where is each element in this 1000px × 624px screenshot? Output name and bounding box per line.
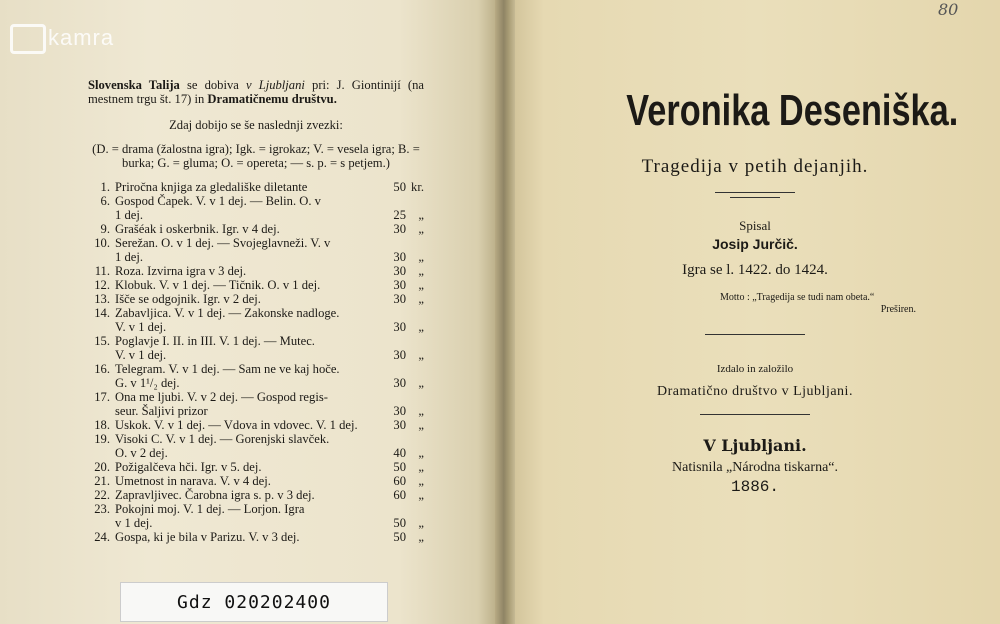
item-price: 30 — [393, 376, 406, 390]
item-title: Požigalčeva hči. Igr. v 5. dej. — [115, 460, 262, 474]
list-item — [88, 236, 424, 250]
ornament-rule — [730, 197, 780, 198]
item-price: 30 — [393, 418, 406, 432]
item-unit: „ — [418, 222, 424, 236]
list-item — [88, 194, 424, 208]
list-item — [88, 180, 424, 194]
item-unit: „ — [418, 208, 424, 222]
item-title: V. v 1 dej. — [115, 320, 167, 334]
list-item — [88, 530, 424, 544]
item-unit: „ — [418, 320, 424, 334]
list-item — [88, 390, 424, 404]
published-by: Izdalo in založilo — [716, 363, 794, 375]
intro-text-2: pri: J. Giontinijí (na mestnem trgu št. 17) in — [88, 78, 424, 106]
pencil-note: 80 — [938, 0, 959, 19]
book-title: Veronika Deseniška. — [626, 86, 959, 135]
item-number: 6. — [100, 194, 110, 208]
list-item — [88, 208, 424, 222]
list-item — [88, 404, 424, 418]
item-price: 30 — [393, 222, 406, 236]
item-title: Ona me ljubi. V. v 2 dej. — Gospod regis- — [115, 390, 328, 404]
item-unit: „ — [418, 460, 424, 474]
item-number: 10. — [94, 236, 110, 250]
list-item — [88, 334, 424, 348]
item-title: Išče se odgojnik. Igr. v 2 dej. — [115, 292, 261, 306]
item-title: Umetnost in narava. V. v 4 dej. — [115, 474, 271, 488]
play-time: Igra se l. 1422. do 1424. — [682, 262, 828, 278]
item-title: Zabavljica. V. v 1 dej. — Zakonske nadloge. — [115, 306, 340, 320]
item-number: 19. — [94, 432, 110, 446]
list-item — [88, 432, 424, 446]
item-price: 50 — [393, 516, 406, 530]
catalog-text — [88, 78, 424, 544]
item-unit: „ — [418, 404, 424, 418]
item-number: 17. — [94, 390, 110, 404]
item-price: 50 — [393, 180, 406, 194]
item-price: 30 — [393, 264, 406, 278]
item-title: Zapravljivec. Čarobna igra s. p. v 3 dej. — [115, 488, 315, 502]
item-price: 30 — [393, 250, 406, 264]
item-title: V. v 1 dej. — [115, 348, 167, 362]
item-title: O. v 2 dej. — [115, 446, 168, 460]
item-title: Gospod Čapek. V. v 1 dej. — Belin. O. v — [115, 194, 321, 208]
item-price: 30 — [393, 348, 406, 362]
catalog-intro — [88, 78, 424, 106]
volume-list — [88, 180, 424, 544]
list-item — [88, 446, 424, 460]
item-number: 14. — [94, 306, 110, 320]
item-unit: „ — [418, 446, 424, 460]
list-item — [88, 306, 424, 320]
list-item — [88, 474, 424, 488]
item-number: 13. — [94, 292, 110, 306]
item-number: 20. — [94, 460, 110, 474]
list-item — [88, 320, 424, 334]
list-item — [88, 264, 424, 278]
item-number: 18. — [94, 418, 110, 432]
author-name: Josip Jurčič. — [712, 236, 798, 252]
item-number: 22. — [94, 488, 110, 502]
abbreviations: (D. = drama (žalostna igra); Igk. = igrokaz; V. = vesela igra; B. = burka; G. = gluma; O. = opereta; — s. p. = s petjem.) — [92, 142, 420, 170]
call-number-label: Gdz 020202400 — [120, 582, 388, 622]
kamra-watermark — [10, 24, 114, 54]
ornament-rule — [705, 334, 805, 335]
motto-line-1: Motto : „Tragedija se tudi nam obeta.“ — [720, 292, 875, 303]
item-number: 9. — [100, 222, 110, 236]
item-number: 24. — [94, 530, 110, 544]
list-item — [88, 278, 424, 292]
item-price: 50 — [393, 460, 406, 474]
list-item — [88, 516, 424, 530]
item-title: Poglavje I. II. in III. V. 1 dej. — Mutec. — [115, 334, 315, 348]
item-number: 16. — [94, 362, 110, 376]
item-unit: „ — [418, 376, 424, 390]
item-price: 25 — [393, 208, 406, 222]
item-title: Serežan. O. v 1 dej. — Svojeglavneži. V. v — [115, 236, 331, 250]
item-title: G. v 1¹/₂ dej. — [115, 376, 180, 390]
list-item — [88, 418, 424, 432]
item-number: 12. — [94, 278, 110, 292]
item-number: 1. — [100, 180, 110, 194]
item-price: 30 — [393, 404, 406, 418]
year: 1886. — [730, 478, 779, 496]
list-item — [88, 348, 424, 362]
item-number: 23. — [94, 502, 110, 516]
item-price: 60 — [393, 474, 406, 488]
item-title: v 1 dej. — [115, 516, 153, 530]
ornament-rule — [715, 192, 795, 193]
item-unit: kr. — [411, 180, 424, 194]
intro-strong: Slovenska Talija — [88, 78, 180, 92]
item-title: seur. Šaljivi prizor — [115, 404, 208, 418]
item-price: 30 — [393, 292, 406, 306]
list-item — [88, 488, 424, 502]
list-item — [88, 376, 424, 390]
list-item — [88, 502, 424, 516]
item-number: 21. — [94, 474, 110, 488]
item-number: 11. — [94, 264, 110, 278]
item-unit: „ — [418, 250, 424, 264]
item-price: 60 — [393, 488, 406, 502]
printer: Natisnila „Národna tiskarna“. — [672, 460, 838, 475]
item-price: 30 — [393, 320, 406, 334]
item-unit: „ — [418, 474, 424, 488]
item-unit: „ — [418, 488, 424, 502]
item-title: Telegram. V. v 1 dej. — Sam ne ve kaj hoče. — [115, 362, 340, 376]
item-title: Visoki C. V. v 1 dej. — Gorenjski slavček. — [115, 432, 330, 446]
item-number: 15. — [94, 334, 110, 348]
list-item — [88, 362, 424, 376]
book-subtitle: Tragedija v petih dejanjih. — [641, 156, 869, 177]
kamra-logo-icon — [10, 24, 46, 54]
item-unit: „ — [418, 264, 424, 278]
item-title: Klobuk. V. v 1 dej. — Tičnik. O. v 1 dej. — [115, 278, 321, 292]
item-title: 1 dej. — [115, 250, 143, 264]
item-price: 30 — [393, 278, 406, 292]
item-price: 40 — [393, 446, 406, 460]
list-item — [88, 222, 424, 236]
item-unit: „ — [418, 348, 424, 362]
item-price: 50 — [393, 530, 406, 544]
item-title: Gospa, ki je bila v Parizu. V. v 3 dej. — [115, 530, 300, 544]
motto — [720, 292, 930, 316]
list-item — [88, 250, 424, 264]
watermark-text: kamra — [48, 24, 115, 50]
publisher: Dramatično društvo v Ljubljani. — [657, 384, 853, 399]
city: V Ljubljani. — [703, 436, 807, 455]
spisal-label: Spisal — [739, 218, 771, 233]
motto-line-2: Preširen. — [880, 304, 916, 315]
list-item — [88, 292, 424, 306]
item-title: Uskok. V. v 1 dej. — Vdova in vdovec. V. 1 dej. — [115, 418, 358, 432]
item-unit: „ — [418, 516, 424, 530]
item-unit: „ — [418, 292, 424, 306]
book-gutter — [495, 0, 517, 624]
item-unit: „ — [418, 530, 424, 544]
intro-strong-2: Dramatičnemu društvu. — [207, 92, 337, 106]
item-title: Grašéak i oskerbnik. Igr. v 4 dej. — [115, 222, 280, 236]
item-title: Pokojni moj. V. 1 dej. — Lorjon. Igra — [115, 502, 305, 516]
catalog-subtitle: Zdaj dobijo se še naslednji zvezki: — [169, 118, 343, 132]
item-unit: „ — [418, 418, 424, 432]
intro-text-1: se dobiva — [179, 78, 246, 92]
item-title: Roza. Izvirna igra v 3 dej. — [115, 264, 247, 278]
list-item — [88, 460, 424, 474]
item-unit: „ — [418, 278, 424, 292]
item-title: Priročna knjiga za gledališke diletante — [115, 180, 308, 194]
item-title: 1 dej. — [115, 208, 143, 222]
ornament-rule — [700, 414, 810, 415]
intro-em: v Ljubljani — [245, 78, 305, 92]
